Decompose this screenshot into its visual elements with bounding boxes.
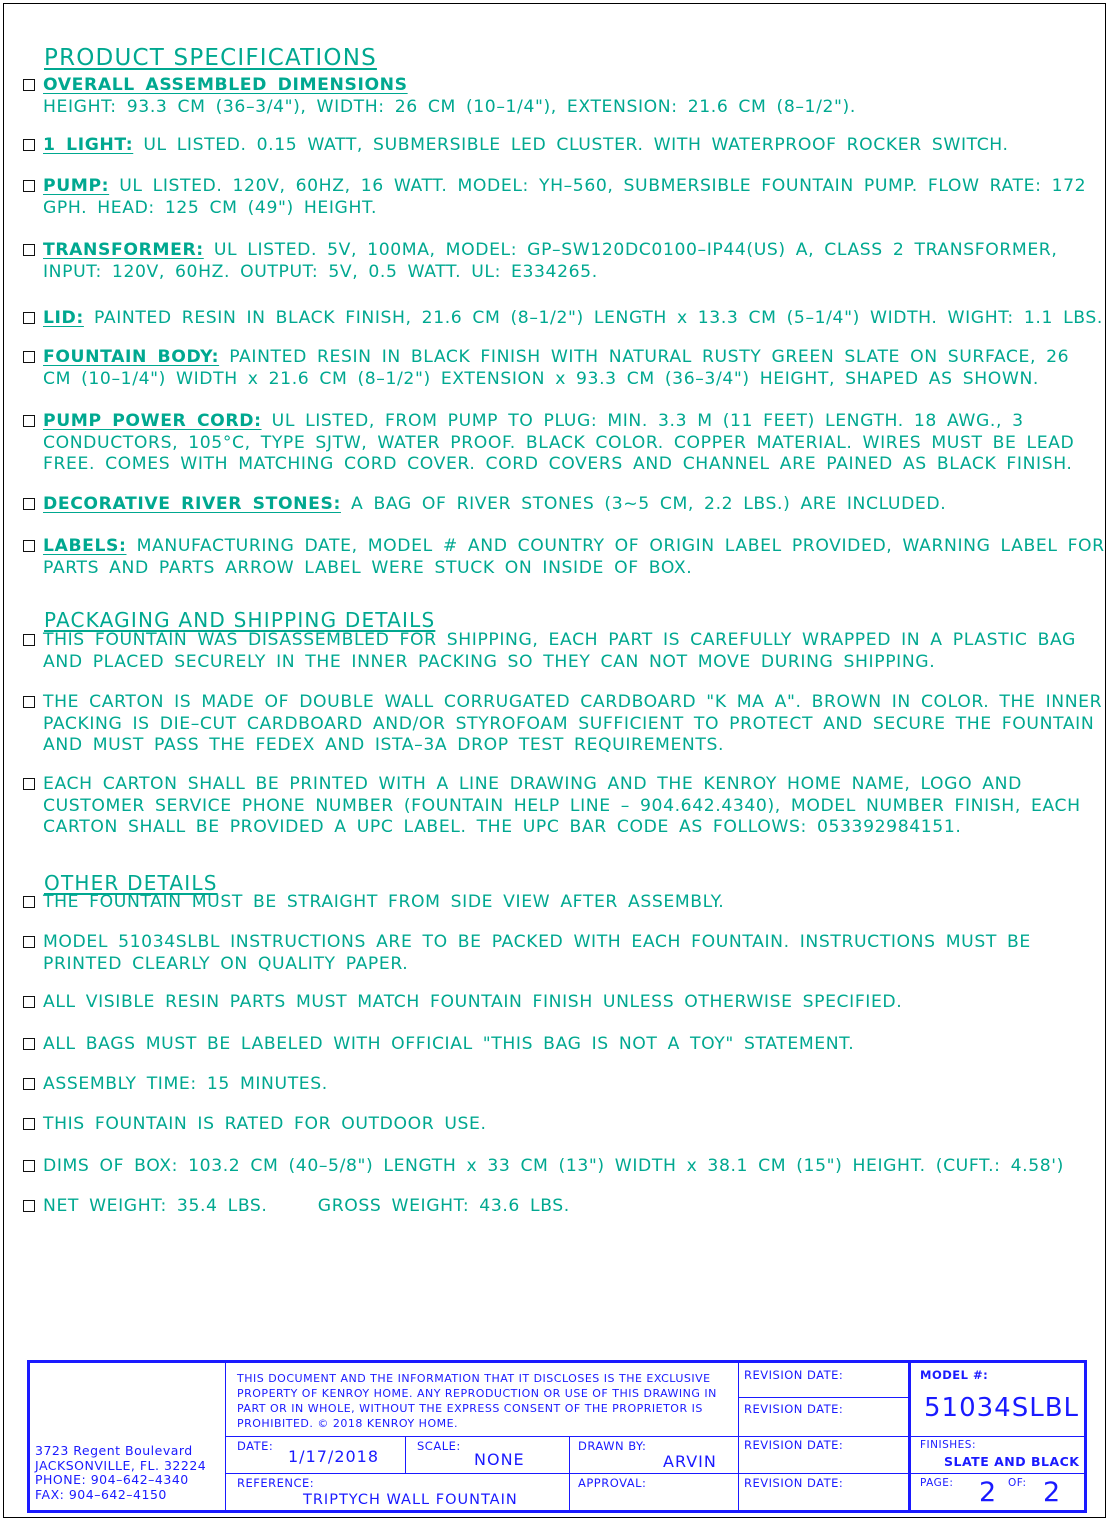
page-number: 2 (979, 1477, 997, 1508)
checkbox[interactable] (23, 1038, 35, 1050)
drawn-by-label: DRAWN BY: (578, 1439, 647, 1453)
checkbox[interactable] (23, 180, 35, 192)
address-cell (30, 1363, 226, 1510)
section-title-other: OTHER DETAILS (44, 871, 218, 895)
legal-notice: THIS DOCUMENT AND THE INFORMATION THAT IT DISCLOSES IS THE EXCLUSIVE PROPERTY OF KENROY HOME. ANY REPRODUCTION OR USE OF THIS DRAWING IN PART OR IN WHOLE, WITHOUT THE EXPRESS CONSENT OF THE PROPRIETOR IS PROHIBITED. © 2018 KENROY HOME. (237, 1372, 717, 1430)
divider (908, 1436, 1084, 1437)
revision-date-label: REVISION DATE: (744, 1368, 844, 1382)
drawn-by-value: ARVIN (663, 1452, 717, 1471)
checkbox[interactable] (23, 312, 35, 324)
divider (908, 1473, 1084, 1474)
checkbox[interactable] (23, 498, 35, 510)
checkbox[interactable] (23, 896, 35, 908)
revision-date-label: REVISION DATE: (744, 1438, 844, 1452)
checkbox[interactable] (23, 1200, 35, 1212)
scale-value: NONE (474, 1450, 525, 1469)
approval-label: APPROVAL: (578, 1476, 647, 1490)
checkbox[interactable] (23, 634, 35, 646)
divider (226, 1473, 738, 1474)
checkbox[interactable] (23, 1160, 35, 1172)
revision-date-label: REVISION DATE: (744, 1402, 844, 1416)
checkbox[interactable] (23, 778, 35, 790)
checkbox[interactable] (23, 1078, 35, 1090)
checkbox[interactable] (23, 996, 35, 1008)
divider (738, 1473, 908, 1474)
divider (226, 1436, 738, 1437)
of-label: OF: (1008, 1477, 1027, 1489)
checkbox[interactable] (23, 351, 35, 363)
scale-label: SCALE: (417, 1439, 461, 1453)
checkbox[interactable] (23, 1118, 35, 1130)
divider (738, 1436, 908, 1437)
section-title-packaging: PACKAGING AND SHIPPING DETAILS (44, 608, 436, 632)
title-block (27, 1360, 1087, 1513)
page-total: 2 (1043, 1477, 1061, 1508)
checkbox[interactable] (23, 540, 35, 552)
revision-date-label: REVISION DATE: (744, 1476, 844, 1490)
finishes-value: SLATE AND BLACK (944, 1454, 1080, 1469)
checkbox[interactable] (23, 936, 35, 948)
divider (405, 1436, 406, 1473)
divider (738, 1397, 908, 1398)
model-label: MODEL #: (920, 1368, 989, 1382)
page-label: PAGE: (920, 1477, 954, 1489)
checkbox[interactable] (23, 415, 35, 427)
reference-label: REFERENCE: (237, 1476, 315, 1490)
divider (569, 1436, 570, 1510)
date-label: DATE: (237, 1439, 274, 1453)
model-number: 51034SLBL (924, 1393, 1080, 1423)
drawing-sheet (3, 3, 1106, 1518)
checkbox[interactable] (23, 696, 35, 708)
reference-value: TRIPTYCH WALL FOUNTAIN (303, 1492, 518, 1508)
checkbox[interactable] (23, 139, 35, 151)
date-value: 1/17/2018 (288, 1447, 380, 1466)
section-title-specifications: PRODUCT SPECIFICATIONS (44, 45, 377, 71)
checkbox[interactable] (23, 244, 35, 256)
company-address: 3723 Regent Boulevard JACKSONVILLE, FL. 32224 PHONE: 904–642–4340 FAX: 904–642–4150 (35, 1443, 207, 1502)
checkbox[interactable] (23, 79, 35, 91)
finishes-label: FINISHES: (920, 1439, 976, 1451)
